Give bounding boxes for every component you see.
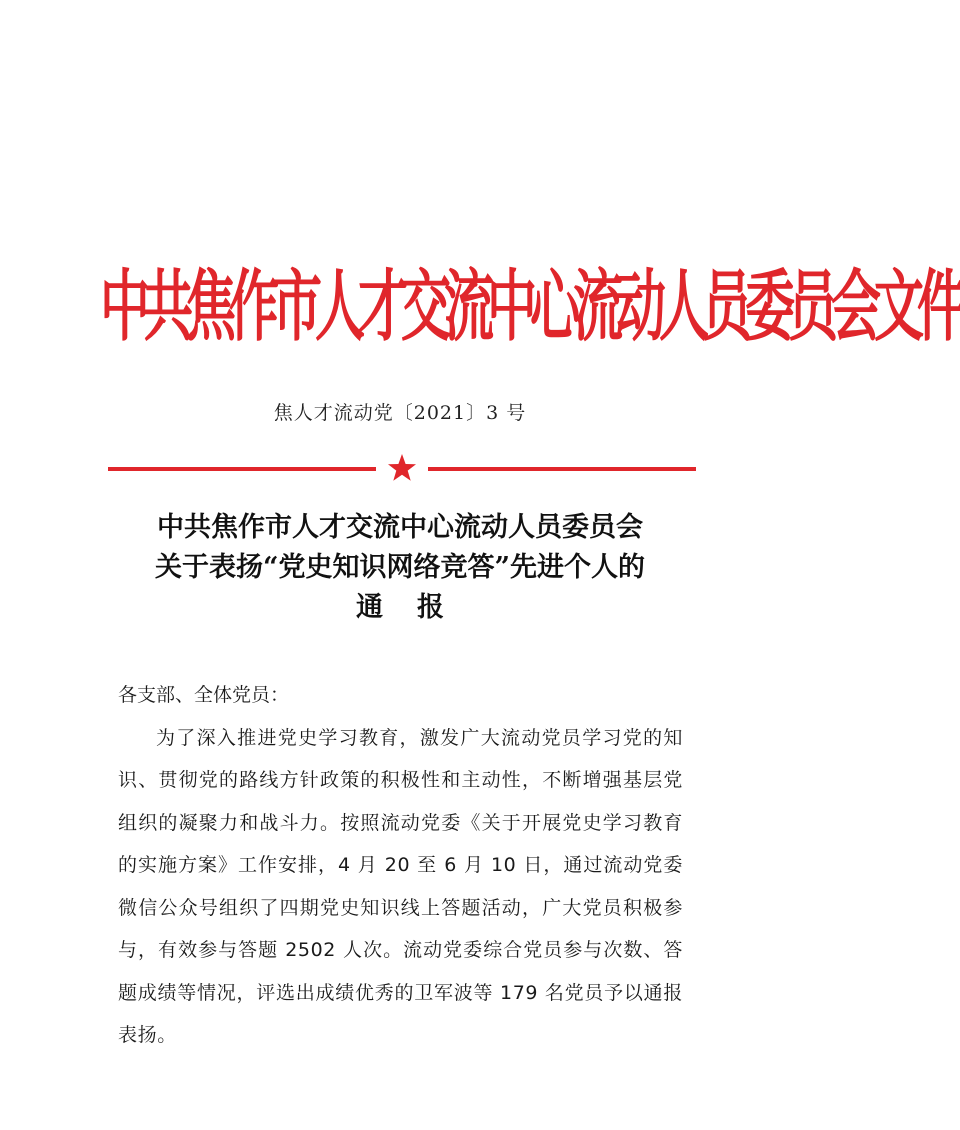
salutation: 各支部、全体党员： [118, 684, 290, 706]
notice-body [118, 674, 683, 1057]
document-number: 焦人才流动党〔2021〕3 号 [273, 402, 527, 424]
divider-line-left [108, 467, 376, 471]
org-header-title: 中共焦作市人才交流中心流动人员委员会文件 [100, 260, 960, 352]
red-divider [108, 458, 696, 480]
divider-line-right [428, 467, 696, 471]
title-line-1: 中共焦作市人才交流中心流动人员委员会 [157, 512, 643, 543]
title-line-3: 通报 [356, 592, 478, 623]
body-paragraph: 为了深入推进党史学习教育，激发广大流动党员学习党的知识、贯彻党的路线方针政策的积极性和主动性，不断增强基层党组织的凝聚力和战斗力。按照流动党委《关于开展党史学习教育的实施方案》工作安排，4 月 20 至 6 月 10 日，通过流动党委微信公众号组织了四期党史知识线上答题活动，广大党员积极参与，有效参与答题 2502 人次。流动党委综合党员参与次数、答题成绩等情况，评选出成绩优秀的卫军波等 179 名党员予以通报表扬。 [118, 726, 683, 1046]
star-icon [386, 452, 418, 484]
title-line-2: 关于表扬“党史知识网络竞答”先进个人的 [154, 552, 646, 583]
notice-title [0, 508, 800, 628]
